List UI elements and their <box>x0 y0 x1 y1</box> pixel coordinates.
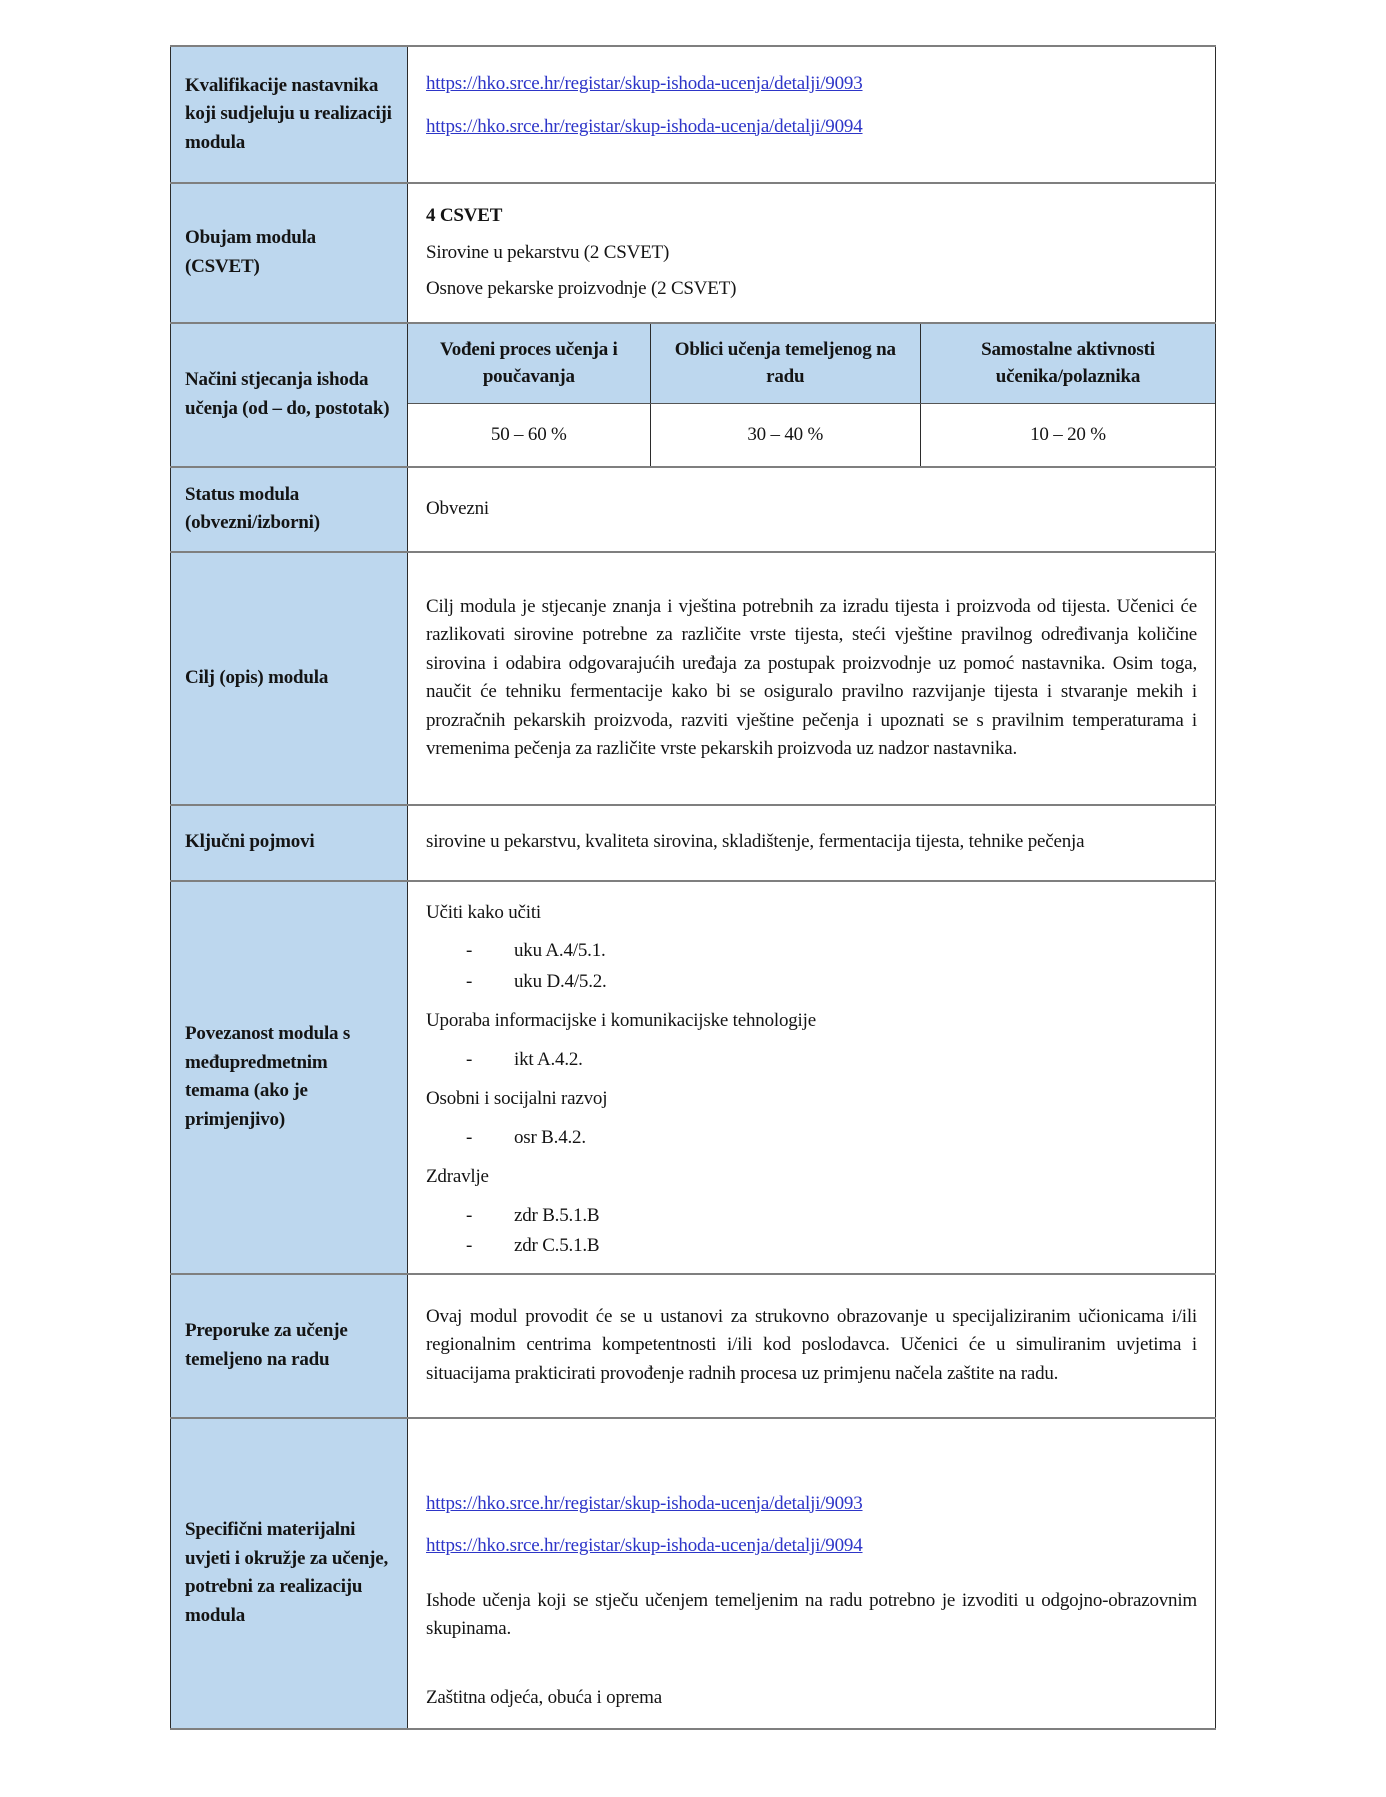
list-item-text: uku A.4/5.1. <box>514 940 606 961</box>
list-item <box>426 968 1197 997</box>
row-label-nacini: Načini stjecanja ishoda učenja (od – do, postotak) <box>171 323 408 467</box>
group-title-zdr: Zdravlje <box>426 1166 489 1187</box>
row-povezanost <box>171 881 1216 1274</box>
subtable-header-oblici: Oblici učenja temeljenog na radu <box>650 324 920 404</box>
row-label-status: Status modula (obvezni/izborni) <box>171 467 408 552</box>
row-content-kvalifikacije <box>408 46 1216 183</box>
percentages-subtable <box>408 324 1215 466</box>
specificni-paragraph: Ishode učenja koji se stječu učenjem temeljenim na radu potrebno je izvoditi u odgojno-obrazovnim skupinama. <box>426 1589 1197 1639</box>
row-obujam <box>171 183 1216 323</box>
list-item-text: uku D.4/5.2. <box>514 970 607 992</box>
subtable-value-vodeni: 50 – 60 % <box>408 404 650 466</box>
link-skup-ishoda-9093[interactable]: https://hko.srce.hr/registar/skup-ishoda-ucenja/detalji/9093 <box>426 1492 863 1514</box>
row-kvalifikacije <box>171 46 1216 183</box>
subtable-header-samostalne: Samostalne aktivnosti učenika/polaznika <box>920 324 1215 404</box>
row-label-povezanost: Povezanost modula s međupredmetnim temama (ako je primjenjivo) <box>171 881 408 1274</box>
dash-bullet: - <box>466 1235 473 1256</box>
specificni-last-line: Zaštitna odjeća, obuća i oprema <box>426 1686 662 1708</box>
row-content-nacini <box>408 323 1216 467</box>
row-label-obujam: Obujam modula (CSVET) <box>171 183 408 323</box>
dash-bullet: - <box>466 970 473 992</box>
row-label-specificni: Specifični materijalni uvjeti i okružje za učenje, potrebni za realizaciju modula <box>171 1418 408 1730</box>
preporuke-text: Ovaj modul provodit će se u ustanovi za strukovno obrazovanje u specijaliziranim učionicama i/ili regionalnim centrima kompetentnosti i/ili kod poslodavca. Učenici će u simuliranim uvjetima i situacijama prakticirati provođenje radnih procesa uz primjenu načela zaštite na radu. <box>426 1305 1197 1384</box>
kljucni-text: sirovine u pekarstvu, kvaliteta sirovina, skladištenje, fermentacija tijesta, tehnike pečenja <box>426 831 1085 853</box>
row-label-preporuke: Preporuke za učenje temeljeno na radu <box>171 1274 408 1418</box>
row-cilj <box>171 552 1216 805</box>
spacer <box>426 1429 1197 1481</box>
row-specificni <box>171 1418 1216 1730</box>
status-value: Obvezni <box>426 497 489 519</box>
row-label-cilj: Cilj (opis) modula <box>171 552 408 805</box>
row-preporuke <box>171 1274 1216 1418</box>
row-content-cilj <box>408 552 1216 805</box>
row-content-obujam <box>408 183 1216 323</box>
link-skup-ishoda-9094[interactable]: https://hko.srce.hr/registar/skup-ishoda-ucenja/detalji/9094 <box>426 1535 863 1556</box>
cilj-text: Cilj modula je stjecanje znanja i vještina potrebnih za izradu tijesta i proizvoda od tijesta. Učenici će razlikovati sirovine potrebne za različite vrste tijesta, steći vještine pravilnog određivanja količine sirovina i odabira odgovarajućih uređaja za postupak proizvodnje uz pomoć nastavnika. Osim toga, naučit će tehniku fermentacije kako bi se osiguralo pravilno razvijanje tijesta i stvaranje mekih i prozračnih pekarskih proizvoda, razviti vještine pečenja i upoznati se s pravilnim temperaturama i vremenima pečenja za različite vrste pekarskih proizvoda uz nadzor nastavnika. <box>426 595 1197 759</box>
group-title-ikt: Uporaba informacijske i komunikacijske tehnologije <box>426 1010 816 1031</box>
list-item <box>426 937 1197 966</box>
list-item-text: zdr B.5.1.B <box>514 1204 600 1226</box>
list-item <box>426 1202 1197 1231</box>
list-item <box>426 1232 1197 1261</box>
row-kljucni <box>171 805 1216 881</box>
group-title-osr: Osobni i socijalni razvoj <box>426 1088 608 1109</box>
row-content-kljucni <box>408 805 1216 881</box>
subtable-value-oblici: 30 – 40 % <box>650 404 920 466</box>
csvet-item: Osnove pekarske proizvodnje (2 CSVET) <box>426 278 737 299</box>
link-skup-ishoda-9093[interactable]: https://hko.srce.hr/registar/skup-ishoda-ucenja/detalji/9093 <box>426 73 863 94</box>
dash-bullet: - <box>466 1048 473 1070</box>
row-content-povezanost <box>408 881 1216 1274</box>
csvet-item: Sirovine u pekarstvu (2 CSVET) <box>426 241 670 263</box>
row-status <box>171 467 1216 552</box>
list-item <box>426 1124 1197 1153</box>
list-item-text: ikt A.4.2. <box>514 1048 583 1070</box>
row-content-status <box>408 467 1216 552</box>
link-skup-ishoda-9094[interactable]: https://hko.srce.hr/registar/skup-ishoda-ucenja/detalji/9094 <box>426 115 863 137</box>
dash-bullet: - <box>466 940 473 961</box>
group-title-uku: Učiti kako učiti <box>426 901 541 923</box>
subtable-header-row <box>408 324 1215 404</box>
row-nacini <box>171 323 1216 467</box>
row-label-kvalifikacije: Kvalifikacije nastavnika koji sudjeluju u realizaciji modula <box>171 46 408 183</box>
dash-bullet: - <box>466 1204 473 1226</box>
list-item-text: zdr C.5.1.B <box>514 1235 600 1256</box>
subtable-value-row <box>408 404 1215 466</box>
list-item-text: osr B.4.2. <box>514 1126 586 1148</box>
subtable-header-vodeni: Vođeni proces učenja i poučavanja <box>408 324 650 404</box>
row-content-specificni <box>408 1418 1216 1730</box>
dash-bullet: - <box>466 1126 473 1148</box>
row-label-kljucni: Ključni pojmovi <box>171 805 408 881</box>
list-item <box>426 1046 1197 1075</box>
csvet-total: 4 CSVET <box>426 205 503 226</box>
module-spec-table <box>170 45 1216 1730</box>
subtable-value-samostalne: 10 – 20 % <box>920 404 1215 466</box>
row-content-preporuke <box>408 1274 1216 1418</box>
